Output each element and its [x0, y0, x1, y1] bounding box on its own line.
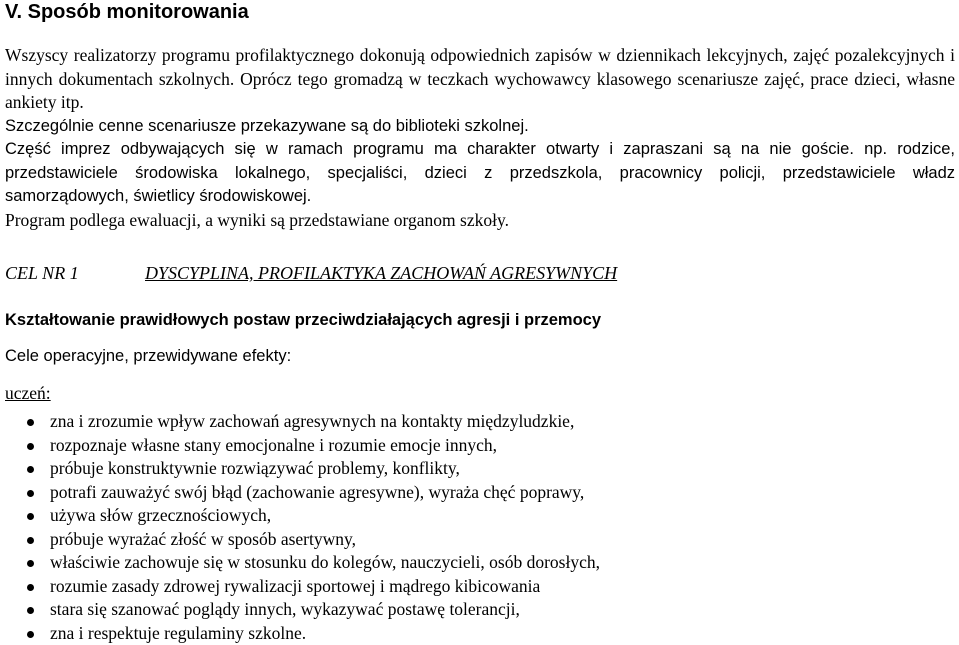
bullet-icon	[27, 607, 34, 614]
bullet-icon	[27, 537, 34, 544]
bullet-icon	[27, 490, 34, 497]
list-item: stara się szanować poglądy innych, wykazywać postawę tolerancji,	[5, 598, 955, 622]
bullet-icon	[27, 513, 34, 520]
list-item: próbuje konstruktywnie rozwiązywać problemy, konflikty,	[5, 457, 955, 481]
goal-heading	[5, 262, 955, 284]
objectives-label: Cele operacyjne, przewidywane efekty:	[5, 345, 955, 367]
goal-title: DYSCYPLINA, PROFILAKTYKA ZACHOWAŃ AGRESYWNYCH	[145, 263, 617, 283]
bullet-icon	[27, 466, 34, 473]
list-item: używa słów grzecznościowych,	[5, 504, 955, 528]
effects-list	[5, 410, 955, 645]
section-heading: V. Sposób monitorowania	[5, 0, 955, 24]
student-label: uczeń:	[5, 382, 955, 404]
bullet-icon	[27, 631, 34, 638]
list-item: właściwie zachowuje się w stosunku do kolegów, nauczycieli, osób dorosłych,	[5, 551, 955, 575]
evaluation-paragraph: Program podlega ewaluacji, a wyniki są przedstawiane organom szkoły.	[5, 209, 955, 233]
bullet-icon	[27, 584, 34, 591]
open-events-paragraph: Część imprez odbywających się w ramach programu ma charakter otwarty i zapraszani są na nie goście. np. rodzice, przedstawiciele środowiska lokalnego, specjaliści, dzieci z przedszkola, pracownicy policji, przedstawiciele władz samorządowych, świetlicy środowiskowej.	[5, 138, 955, 209]
list-item: zna i respektuje regulaminy szkolne.	[5, 622, 955, 645]
list-item: zna i zrozumie wpływ zachowań agresywnych na kontakty międzyludzkie,	[5, 410, 955, 434]
bullet-icon	[27, 560, 34, 567]
goal-number: CEL NR 1	[5, 262, 145, 284]
list-item: próbuje wyrażać złość w sposób asertywny,	[5, 528, 955, 552]
bullet-icon	[27, 443, 34, 450]
goal-subheading: Kształtowanie prawidłowych postaw przeciwdziałających agresji i przemocy	[5, 309, 955, 331]
monitoring-paragraph: Wszyscy realizatorzy programu profilaktycznego dokonują odpowiednich zapisów w dziennikach lekcyjnych, zajęć pozalekcyjnych i innych dokumentach szkolnych. Oprócz tego gromadzą w teczkach wychowawcy klasowego scenariusze zajęć, prace dzieci, własne ankiety itp.	[5, 44, 955, 115]
list-item: rozpoznaje własne stany emocjonalne i rozumie emocje innych,	[5, 434, 955, 458]
library-paragraph: Szczególnie cenne scenariusze przekazywane są do biblioteki szkolnej.	[5, 115, 955, 139]
document-page	[5, 0, 955, 645]
bullet-icon	[27, 419, 34, 426]
list-item: rozumie zasady zdrowej rywalizacji sportowej i mądrego kibicowania	[5, 575, 955, 599]
list-item: potrafi zauważyć swój błąd (zachowanie agresywne), wyraża chęć poprawy,	[5, 481, 955, 505]
